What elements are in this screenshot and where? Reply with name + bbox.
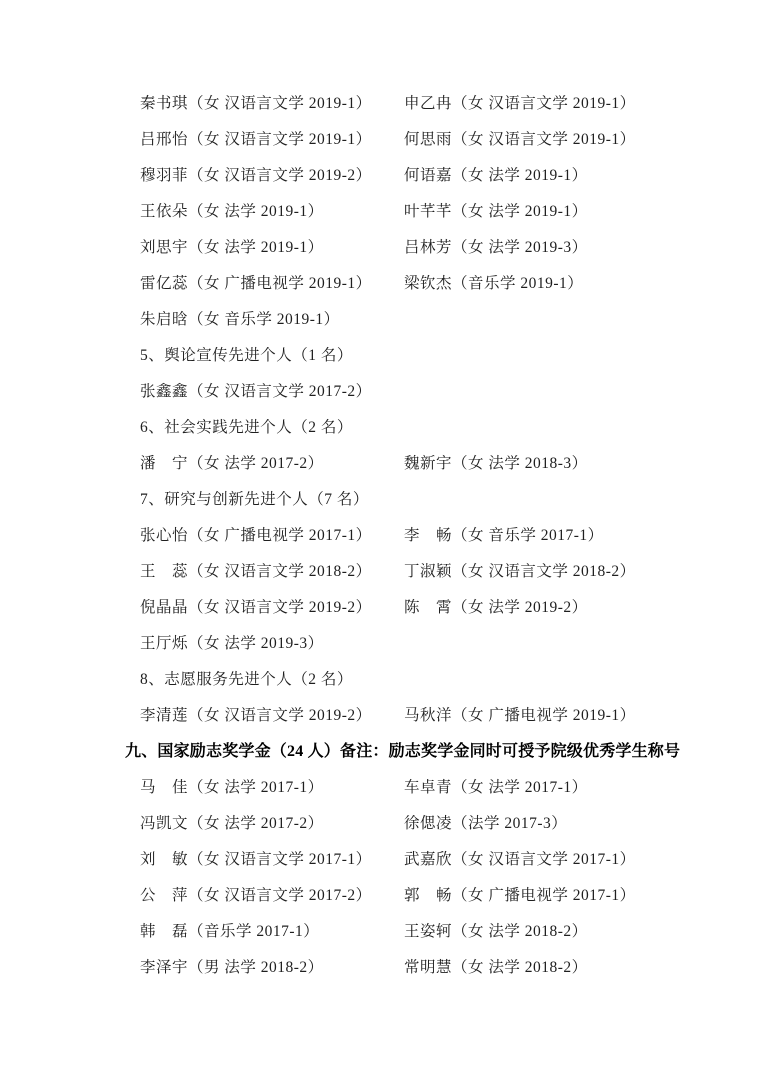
entry-right: 车卓青（女 法学 2017-1） xyxy=(404,779,588,796)
entry-right: 李 畅（女 音乐学 2017-1） xyxy=(404,527,604,544)
entry-right: 申乙冉（女 汉语言文学 2019-1） xyxy=(404,95,636,112)
entry-row xyxy=(140,302,729,338)
entry-right: 常明慧（女 法学 2018-2） xyxy=(404,959,588,976)
entry-left: 雷亿蕊（女 广播电视学 2019-1） xyxy=(140,275,372,292)
entry-left: 刘思宇（女 法学 2019-1） xyxy=(140,239,324,256)
entry-right: 梁钦杰（音乐学 2019-1） xyxy=(404,275,584,292)
entry-left: 冯凯文（女 法学 2017-2） xyxy=(140,815,324,832)
entry-left: 张心怡（女 广播电视学 2017-1） xyxy=(140,527,372,544)
entry-row xyxy=(140,266,729,302)
entry-row xyxy=(140,950,729,986)
entry-left: 潘 宁（女 法学 2017-2） xyxy=(140,455,324,472)
entry-right: 郭 畅（女 广播电视学 2017-1） xyxy=(404,887,636,904)
section-heading: 8、志愿服务先进个人（2 名） xyxy=(140,671,353,688)
entry-right: 丁淑颖（女 汉语言文学 2018-2） xyxy=(404,563,636,580)
entry-right: 徐偲凌（法学 2017-3） xyxy=(404,815,568,832)
document-body xyxy=(125,86,729,986)
entry-right: 何语嘉（女 法学 2019-1） xyxy=(404,167,588,184)
entry-left: 马 佳（女 法学 2017-1） xyxy=(140,779,324,796)
entry-left: 王 蕊（女 汉语言文学 2018-2） xyxy=(140,563,372,580)
entry-left: 刘 敏（女 汉语言文学 2017-1） xyxy=(140,851,372,868)
section-heading: 6、社会实践先进个人（2 名） xyxy=(140,419,353,436)
entry-left: 秦书琪（女 汉语言文学 2019-1） xyxy=(140,95,372,112)
entry-row xyxy=(140,86,729,122)
entry-left: 李泽宇（男 法学 2018-2） xyxy=(140,959,324,976)
entry-row xyxy=(140,698,729,734)
entry-left: 王依朵（女 法学 2019-1） xyxy=(140,203,324,220)
entry-left: 朱启晗（女 音乐学 2019-1） xyxy=(140,311,340,328)
entry-row xyxy=(140,878,729,914)
entry-row xyxy=(140,914,729,950)
entry-row xyxy=(140,230,729,266)
entry-row xyxy=(140,842,729,878)
entry-row xyxy=(140,374,729,410)
entry-row xyxy=(140,770,729,806)
entry-right: 武嘉欣（女 汉语言文学 2017-1） xyxy=(404,851,636,868)
entry-row xyxy=(140,122,729,158)
entry-right: 叶芊芊（女 法学 2019-1） xyxy=(404,203,588,220)
entry-row xyxy=(140,446,729,482)
entry-right: 何思雨（女 汉语言文学 2019-1） xyxy=(404,131,636,148)
entry-row xyxy=(140,194,729,230)
entry-row xyxy=(140,158,729,194)
entry-row xyxy=(140,626,729,662)
entry-right: 王姿轲（女 法学 2018-2） xyxy=(404,923,588,940)
entry-left: 李清莲（女 汉语言文学 2019-2） xyxy=(140,707,372,724)
entry-right: 陈 霄（女 法学 2019-2） xyxy=(404,599,588,616)
entry-left: 吕邢怡（女 汉语言文学 2019-1） xyxy=(140,131,372,148)
section-heading: 7、研究与创新先进个人（7 名） xyxy=(140,491,369,508)
entry-left: 穆羽菲（女 汉语言文学 2019-2） xyxy=(140,167,372,184)
entry-left: 倪晶晶（女 汉语言文学 2019-2） xyxy=(140,599,372,616)
entry-right: 魏新宇（女 法学 2018-3） xyxy=(404,455,588,472)
entry-row xyxy=(140,590,729,626)
section-heading-bold: 九、国家励志奖学金（24 人）备注：励志奖学金同时可授予院级优秀学生称号 xyxy=(125,743,681,760)
entry-left: 王厅烁（女 法学 2019-3） xyxy=(140,635,324,652)
entry-row xyxy=(140,554,729,590)
entry-right: 吕林芳（女 法学 2019-3） xyxy=(404,239,588,256)
entry-left: 韩 磊（音乐学 2017-1） xyxy=(140,923,320,940)
entry-left: 张鑫鑫（女 汉语言文学 2017-2） xyxy=(140,383,372,400)
section-heading: 5、舆论宣传先进个人（1 名） xyxy=(140,347,353,364)
entry-row xyxy=(140,806,729,842)
entry-right: 马秋洋（女 广播电视学 2019-1） xyxy=(404,707,636,724)
entry-left: 公 萍（女 汉语言文学 2017-2） xyxy=(140,887,372,904)
entry-row xyxy=(140,518,729,554)
